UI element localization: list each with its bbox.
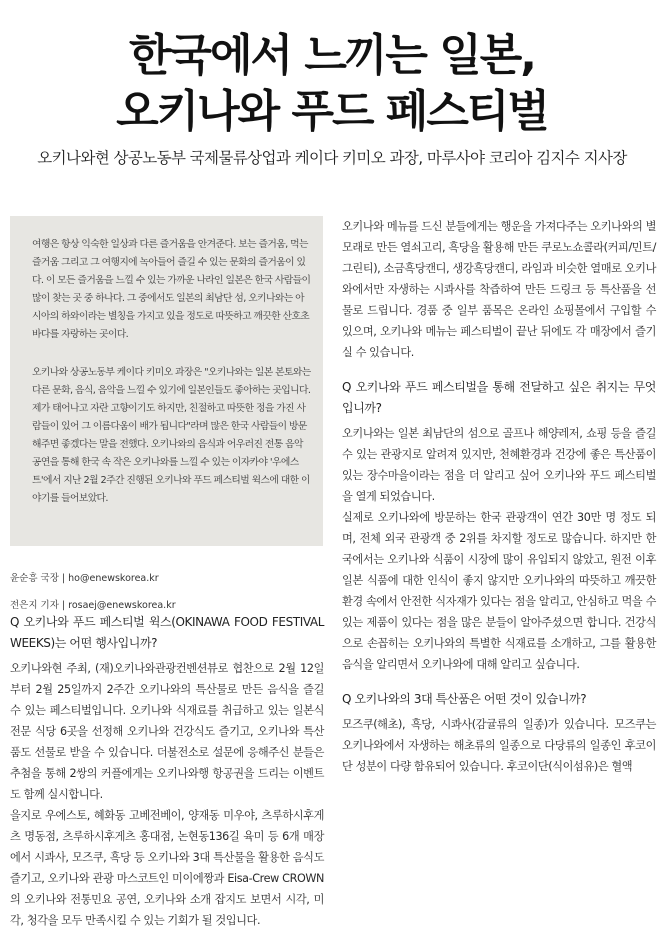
headline-line-1: 한국에서 느끼는 일본, [129, 30, 535, 81]
question-1: Q 오키나와 푸드 페스티벌 윅스(OKINAWA FOOD FESTIVAL WEEKS)는 어떤 행사입니까? [10, 615, 324, 650]
lead-box [10, 216, 323, 546]
subtitle: 오키나와현 상공노동부 국제물류상업과 케이다 키미오 과장, 마루사야 코리아 김지수 지사장 [37, 149, 627, 167]
answer-3: 모즈쿠(해초), 흑당, 시콰사(감귤류의 일종)가 있습니다. 모즈쿠는 오키나와에서 자생하는 해초류의 일종으로 다당류의 일종인 후코이단 성분이 다량 함유되어 있습니다. 후코이단(식이섬유)은 혈액 [342, 718, 656, 773]
answer-1-gifts: 오키나와 메뉴를 드신 분들에게는 행운을 가져다주는 오키나와의 별모래로 만든 열쇠고리, 흑당을 활용해 만든 쿠로노쇼콜라(커피/민트/그린티), 소금흑당캔디, 생강흑당캔디, 라임과 비슷한 열매로 오키나와에서만 자생하는 시콰사를 착즙하여 만든 드링크 등 특산품을 선물로 드립니다. 경품 중 일부 품목은 온라인 쇼핑몰에서 구입할 수 있으며, 오키나와 메뉴는 페스티벌이 끝난 뒤에도 각 매장에서 즐기실 수 있습니다. [342, 220, 656, 359]
question-2: Q 오키나와 푸드 페스티벌을 통해 전달하고 싶은 취지는 무엇입니까? [342, 380, 656, 415]
answer-1-continued: 을지로 우에스토, 혜화동 고베전베이, 양재동 미우야, 츠루하시후게츠 명동점, 츠루하시후게츠 홍대점, 논현동136길 육미 등 6개 매장에서 시콰사, 모즈쿠, 흑당 등 오키나와 3대 특산물을 활용한 음식도 즐기고, 오키나와 관광 마스코트인 미이에짱과 Eisa-Crew CROWN의 오키나와 전통민요 공연, 오키나와 소개 잡지도 보면서 시각, 미각, 청각을 모두 만족시킬 수 있는 기회가 될 것입니다. [10, 809, 324, 927]
article-column-left [10, 612, 324, 927]
answer-2: 오키나와는 일본 최남단의 섬으로 골프나 해양레저, 쇼핑 등을 즐길 수 있는 관광지로 알려져 있지만, 천혜환경과 건강에 좋은 특산품이 있는 장수마을이라는 점을 더 알리고 싶어 오키나와 푸드 페스티벌을 열게 되었습니다. [342, 427, 656, 503]
answer-2-continued: 실제로 오키나와에 방문하는 한국 관광객이 연간 30만 명 정도 되며, 전체 외국 관광객 중 2위를 차지할 정도로 많습니다. 하지만 한국에서는 오키나와 식품이 시장에 많이 유입되지 않았고, 원전 이후 일본 식품에 대한 인식이 좋지 않지만 오키나와의 따뜻하고 깨끗한 환경 속에서 안전한 식자재가 있다는 점을 알리고, 안심하고 먹을 수 있는 제품이 있다는 점을 많은 분들이 알아주셨으면 합니다. 건강식으로 손꼽히는 오키나와의 특별한 식재료를 소개하고, 그를 활용한 음식을 알리면서 오키나와에 대해 알리고 싶습니다. [342, 511, 656, 671]
article-column-right [342, 216, 656, 885]
byline-editor: 윤순흥 국장 | ho@enewskorea.kr [10, 573, 159, 584]
lead-paragraph-1: 여행은 항상 익숙한 일상과 다른 즐거움을 안겨준다. 보는 즐거움, 먹는 즐거움 그리고 그 여행지에 녹아들어 즐길 수 있는 문화의 즐거움이 있다. 이 모든 즐거움을 느낄 수 있는 가까운 나라인 일본은 한국 사람들이 많이 찾는 곳 중 하나다. 그 중에서도 일본의 최남단 섬, 오키나와는 아시아의 하와이라는 별칭을 가지고 있을 정도로 따뜻하고 깨끗한 산호초 바다를 자랑하는 곳이다. [32, 239, 311, 340]
lead-paragraph-2: 오키나와 상공노동부 케이다 키미오 과장은 "오키나와는 일본 본토와는 다른 문화, 음식, 음악을 느낄 수 있기에 일본인들도 좋아하는 곳입니다. 제가 태어나고 자란 고향이기도 하지만, 친절하고 따뜻한 정을 가진 사람들이 있어 그 이름다움이 배가 됩니다"라며 많은 한국 사람들이 방문해주면 좋겠다는 말을 전했다. 오키나와의 음식과 어우러진 전통 음악공연을 통해 한국 속 작은 오키나와를 느낄 수 있는 이자카야 '우에스트'에서 지난 2월 2주간 진행된 오키나와 푸드 페스티벌 윅스에 대한 이야기를 들어보았다. [32, 367, 311, 504]
question-3: Q 오키나와의 3대 특산품은 어떤 것이 있습니까? [342, 692, 587, 706]
answer-1: 오키나와현 주최, (재)오키나와관광컨벤션뷰로 협찬으로 2월 12일부터 2월 25일까지 2주간 오키나와의 특산물로 만든 음식을 즐길 수 있는 페스티벌입니다. 오키나와 식재료를 취급하고 있는 일본식 전문 식당 6곳을 선정해 오키나와 건강식도 즐기고, 오키나와 특산품도 선물로 받을 수 있습니다. 더불전소로 설문에 응해주신 분들은 추첨을 통해 2쌍의 커플에게는 오키나와행 항공권을 드리는 이벤트도 함께 실시합니다. [10, 662, 324, 801]
headline-line-2: 오키나와 푸드 페스티벌 [116, 86, 548, 137]
byline-reporter: 전은지 기자 | rosaej@enewskorea.kr [10, 600, 176, 611]
